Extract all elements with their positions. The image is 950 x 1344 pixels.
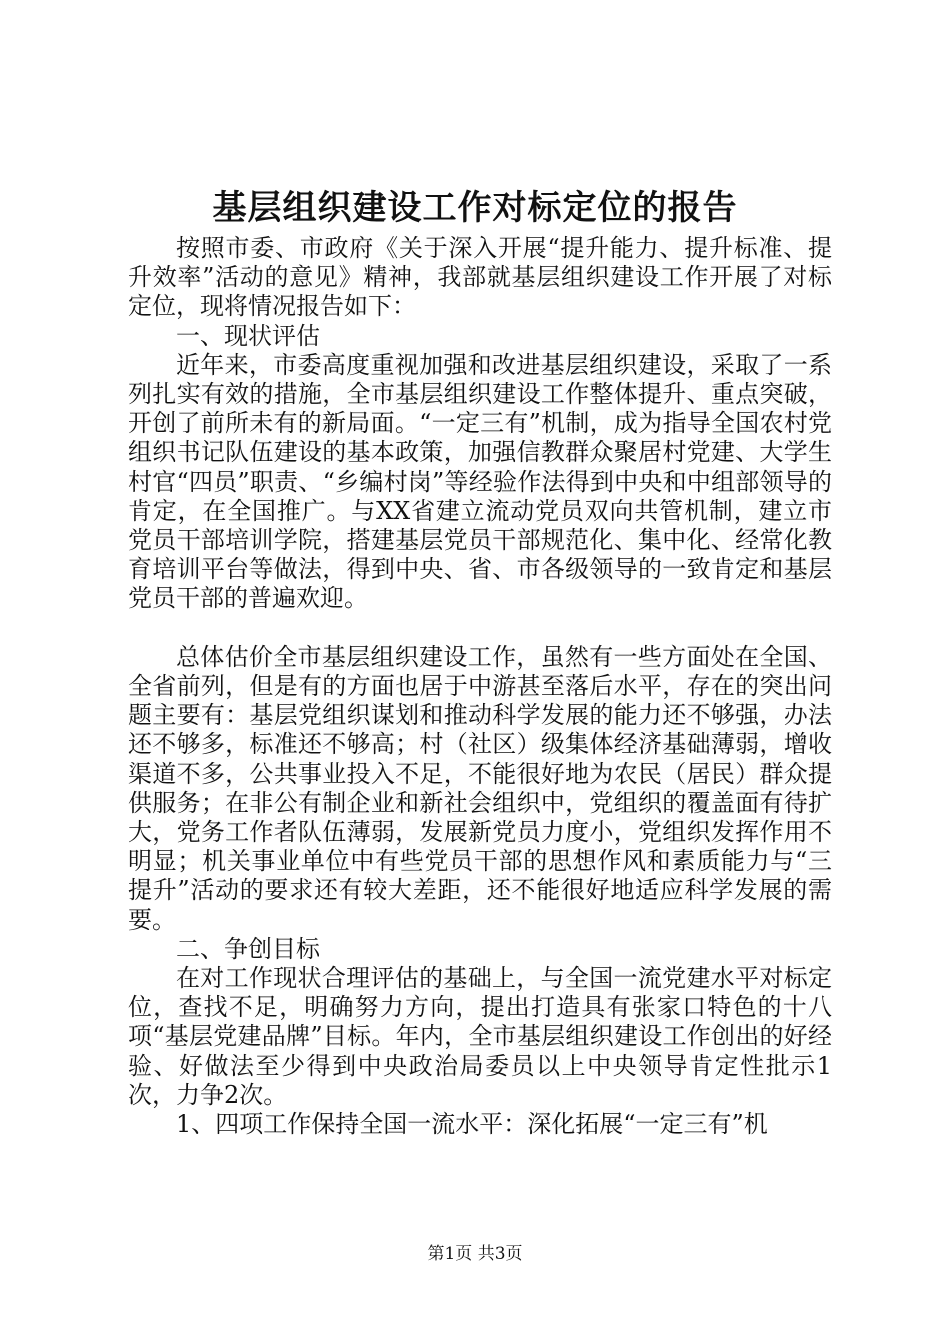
section-heading-goals: 二、争创目标 [176, 934, 320, 963]
paragraph-spacer [128, 614, 832, 643]
paragraph-assessment: 总体估价全市基层组织建设工作，虽然有一些方面处在全国、全省前列，但是有的方面也居于中游甚至落后水平，存在的突出问题主要有：基层党组织谋划和推动科学发展的能力还不够强，办法还不够多，标准还不够高；村（社区）级集体经济基础薄弱，增收渠道不多，公共事业投入不足，不能很好地为农民（居民）群众提供服务；在非公有制企业和新社会组织中，党组织的覆盖面有待扩大，党务工作者队伍薄弱，发展新党员力度小，党组织发挥作用不明显；机关事业单位中有些党员干部的思想作风和素质能力与“三提升”活动的要求还有较大差距，还不能很好地适应科学发展的需要。 [128, 642, 832, 934]
document-title: 基层组织建设工作对标定位的报告 [212, 188, 738, 228]
paragraph-item-1: 1、四项工作保持全国一流水平：深化拓展“一定三有”机 [176, 1110, 768, 1139]
page-footer: 第1页 共3页 [427, 1244, 523, 1264]
section-heading-status: 一、现状评估 [176, 321, 320, 350]
paragraph-intro: 按照市委、市政府《关于深入开展“提升能力、提升标准、提升效率”活动的意见》精神，我部就基层组织建设工作开展了对标定位，现将情况报告如下： [128, 234, 832, 321]
paragraph-status: 近年来，市委高度重视加强和改进基层组织建设，采取了一系列扎实有效的措施，全市基层组织建设工作整体提升、重点突破，开创了前所未有的新局面。“一定三有”机制，成为指导全国农村党组织书记队伍建设的基本政策，加强信教群众聚居村党建、大学生村官“四员”职责、“乡编村岗”等经验作法得到中央和中组部领导的肯定，在全国推广。与XX省建立流动党员双向共管机制，建立市党员干部培训学院，搭建基层党员干部规范化、集中化、经常化教育培训平台等做法，得到中央、省、市各级领导的一致肯定和基层党员干部的普遍欢迎。 [128, 350, 832, 613]
document-body [128, 234, 832, 1139]
paragraph-goals: 在对工作现状合理评估的基础上，与全国一流党建水平对标定位，查找不足，明确努力方向，提出打造具有张家口特色的十八项“基层党建品牌”目标。年内，全市基层组织建设工作创出的好经验、好做法至少得到中央政治局委员以上中央领导肯定性批示1次，力争2次。 [128, 964, 832, 1109]
